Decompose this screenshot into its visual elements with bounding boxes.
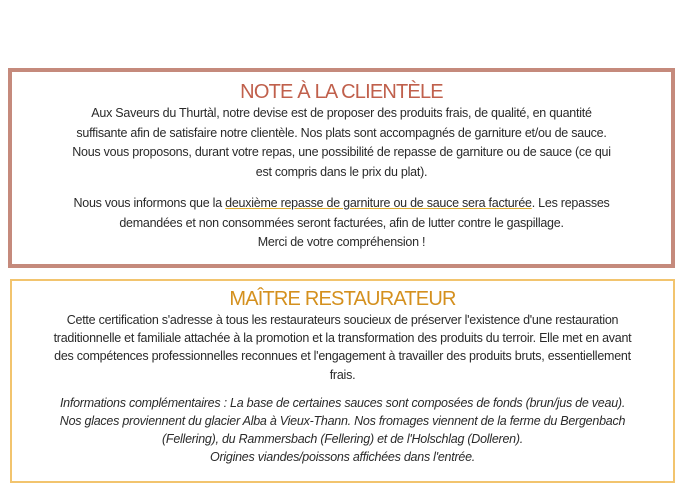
maitre-restaurateur-box [10,279,675,483]
certification-text-line: frais. [329,367,356,382]
note-title: NOTE À LA CLIENTÈLE [240,81,443,103]
customer-note-box [8,68,675,268]
info-line: Nos glaces proviennent du glacier Alba à Vieux-Thann. Nos fromages viennent de la ferme du Bergenbach [59,414,626,429]
certification-text-line: des compétences professionnelles reconnues et l'engagement à travailler des produits bruts, essentiellement [54,349,631,364]
maitre-title: MAÎTRE RESTAURATEUR [229,288,456,310]
note-text-line: Nous vous proposons, durant votre repas, une possibilité de repasse de garniture ou de sauce (ce qui [72,145,611,159]
billing-notice-line [12,194,671,214]
certification-text-line: traditionnelle et familiale attachée à la promotion et la transformation des produits du terroir. Elle met en avant [53,331,632,346]
info-line: Origines viandes/poissons affichées dans l'entrée. [209,450,476,465]
note-text-line: Aux Saveurs du Thurtàl, notre devise est de proposer des produits frais, de qualité, en quantité [91,106,592,120]
certification-text-line: Cette certification s'adresse à tous les restaurateurs soucieux de préserver l'existence d'une restauration [66,313,619,327]
billing-notice-prefix: Nous vous informons que la [73,196,226,210]
billing-notice-suffix: . Les repasses [531,196,610,210]
billing-notice-underlined: deuxième repasse de garniture ou de sauce sera facturée [225,196,532,210]
thanks-line: Merci de votre compréhension ! [257,235,426,249]
note-text-line: suffisante afin de satisfaire notre clientèle. Nos plats sont accompagnés de garniture et/ou de sauce. [76,125,607,140]
info-line: Informations complémentaires : La base de certaines sauces sont composées de fonds (brun/jus de veau). [59,395,626,410]
note-text-line: est compris dans le prix du plat). [255,164,428,179]
info-line: (Fellering), du Rammersbach (Fellering) et de l'Holschlag (Dolleren). [162,432,523,447]
billing-notice-line: demandées et non consommées seront facturées, afin de lutter contre le gaspillage. [119,215,564,230]
